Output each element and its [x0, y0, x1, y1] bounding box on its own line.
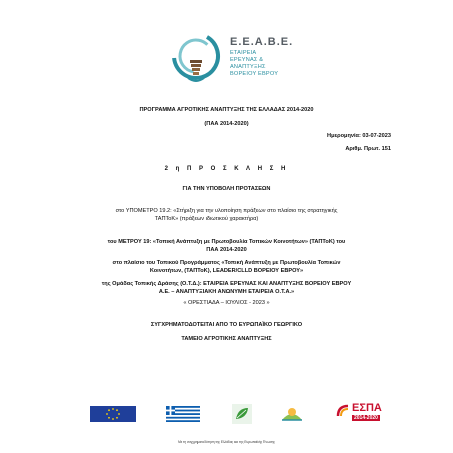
logo-sub-line: ΑΝΑΠΤΥΞΗΣ	[230, 64, 266, 70]
funded-line-2: ΤΑΜΕΙΟ ΑΓΡΟΤΙΚΗΣ ΑΝΑΠΤΥΞΗΣ	[181, 336, 272, 342]
local-program-line-1: στο πλαίσιο του Τοπικού Προγράμματος «Τοπική Ανάπτυξη με Πρωτοβουλία Τοπικών	[112, 260, 341, 266]
logo-subtitle	[230, 50, 306, 78]
greek-flag-logo	[166, 406, 200, 427]
funded-line-1: ΣΥΓΧΡΗΜΑΤΟΔΟΤΕΙΤΑΙ ΑΠΟ ΤΟ ΕΥΡΩΠΑΪΚΟ ΓΕΩΡΓΙΚΟ	[150, 322, 303, 328]
group-line-1: της Ομάδας Τοπικής Δράσης (Ο.Τ.Δ.): ΕΤΑΙΡΕΙΑ ΕΡΕΥΝΑΣ ΚΑΙ ΑΝΑΠΤΥΞΗΣ ΒΟΡΕΙΟΥ ΕΒΡΟΥ	[101, 281, 352, 287]
logo-sub-line: ΕΤΑΙΡΕΙΑ	[230, 50, 257, 56]
leader-leaf-icon	[232, 404, 252, 424]
eu-flag-icon	[90, 406, 136, 422]
local-program-line-2: Κοινοτήτων, (ΤΑΠΤοΚ), LEADER/CLLD ΒΟΡΕΙΟΥ ΕΒΡΟΥ»	[149, 268, 304, 274]
logo-sub-line: ΕΡΕΥΝΑΣ &	[230, 57, 264, 63]
eu-logo	[90, 406, 136, 427]
leader-logo	[232, 404, 252, 429]
measure-line-1: του ΜΕΤΡΟΥ 19: «Τοπική Ανάπτυξη με Πρωτοβουλία Τοπικών Κοινοτήτων» (ΤΑΠΤοΚ) του	[107, 239, 346, 245]
rural-development-logo	[280, 404, 304, 429]
espa-years: 2014-2020	[354, 415, 378, 421]
logo-text	[230, 36, 306, 78]
sub-measure-line-1: στο ΥΠΟΜΕΤΡΟ 19.2: «Στήριξη για την υλοποίηση πράξεων στο πλαίσιο της στρατηγικής	[115, 208, 338, 214]
rural-development-icon	[280, 404, 304, 424]
espa-swirl-icon	[336, 404, 350, 418]
cofinance-note: Με τη συγχρηματοδότηση της Ελλάδας και της Ευρωπαϊκής Ένωσης	[178, 440, 275, 444]
protocol-line: Αριθμ. Πρωτ. 151	[345, 146, 391, 152]
program-title: ΠΡΟΓΡΑΜΜΑ ΑΓΡΟΤΙΚΗΣ ΑΝΑΠΤΥΞΗΣ ΤΗΣ ΕΛΛΑΔΑΣ 2014-2020	[139, 107, 314, 113]
date-line: Ημερομηνία: 03-07-2023	[327, 133, 391, 139]
espa-label: ΕΣΠΑ	[352, 402, 382, 414]
for-submission-line: ΓΙΑ ΤΗΝ ΥΠΟΒΟΛΗ ΠΡΟΤΑΣΕΩΝ	[182, 186, 271, 192]
logo-sub-line: ΒΟΡΕΙΟΥ ΕΒΡΟΥ	[230, 71, 279, 77]
logo-title: Ε.Ε.Α.Β.Ε.	[230, 36, 294, 48]
sub-measure-line-2: ΤΑΠΤοΚ» (πράξεων ιδιωτικού χαρακτήρα)	[154, 216, 259, 222]
footer-logos	[60, 404, 400, 434]
espa-logo	[336, 402, 392, 426]
greek-flag-icon	[166, 406, 200, 422]
group-line-2: Α.Ε. – ΑΝΑΠΤΥΞΙΑΚΗ ΑΝΩΝΥΜΗ ΕΤΑΙΡΕΙΑ Ο.Τ.Α.»	[158, 289, 295, 295]
invitation-heading: 2 η Π Ρ Ο Σ Κ Λ Η Σ Η	[164, 166, 289, 172]
eeabe-logo-mark-icon	[168, 26, 224, 88]
measure-line-2: ΠΑΑ 2014-2020	[206, 247, 247, 253]
place-date: « ΟΡΕΣΤΙΑΔΑ – ΙΟΥΛΙΟΣ - 2023 »	[183, 300, 270, 306]
eeabe-logo	[168, 26, 300, 90]
program-subtitle: (ΠΑΑ 2014-2020)	[204, 121, 249, 127]
